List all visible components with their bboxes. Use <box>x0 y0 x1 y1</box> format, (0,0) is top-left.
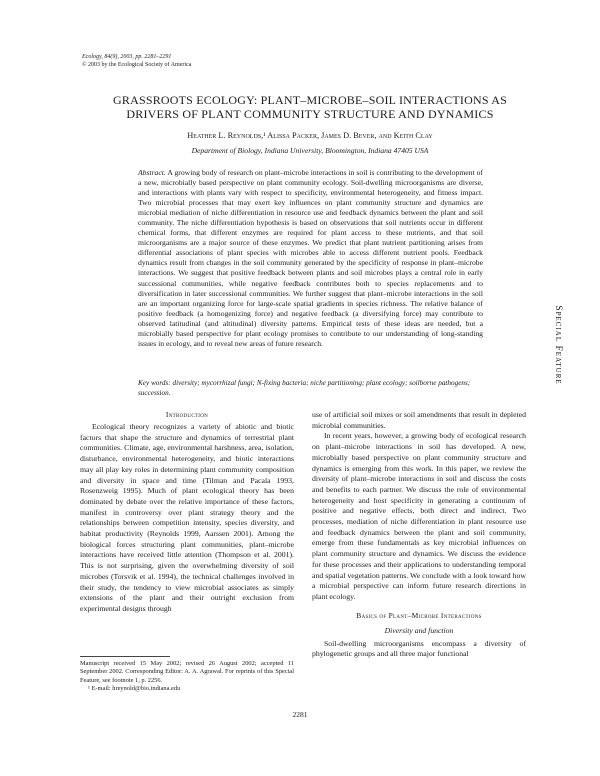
right-column <box>312 410 526 660</box>
journal-citation <box>82 54 191 69</box>
left-column <box>80 410 294 615</box>
page-number: 2281 <box>292 710 308 719</box>
basics-heading: Basics of Plant–Microbe Interactions <box>356 610 482 620</box>
footnote-rule <box>80 656 170 657</box>
recent-years-paragraph: In recent years, however, a growing body of ecological research on plant–microbe interactions in soil has developed. A new, microbially based perspective on plant community structure and dynamics is emerging from this work. In this paper, we review the diversity of plant–microbe interactions in soil and discuss the costs and benefits to each partner. We discuss the role of environmental heterogeneity and host specificity in generating a continuum of positive and negative effects, both direct and indirect. Two processes, mediation of niche differentiation in plant resource use and feedback dynamics between the plant and soil community, emerge from these fundamentals as key microbial influences on plant community structure and dynamics. We discuss the evidence for these processes and their applications to understanding temporal and spatial vegetation patterns. We conclude with a look toward how a microbial perspective can inform future research directions in plant ecology. <box>312 431 526 601</box>
article-title: GRASSROOTS ECOLOGY: PLANT–MICROBE–SOIL INTERACTIONS AS DRIVERS OF PLANT COMMUNITY STRUCTURE AND DYNAMICS <box>113 93 507 121</box>
footnotes <box>80 660 294 693</box>
keywords <box>138 379 483 398</box>
abstract-label: Abstract. <box>138 168 166 177</box>
continued-paragraph: use of artificial soil mixes or soil amendments that result in depleted microbial communities. <box>312 410 526 430</box>
intro-paragraph: Ecological theory recognizes a variety of abiotic and biotic factors that shape the structure and dynamics of terrestrial plant communities. Climate, age, environmental harshness, area, isolation, disturbance, environmental heterogeneity, and biotic interactions may all play key roles in determining plant community composition and diversity in space and time (Tilman and Pacala 1993, Rosenzweig 1995). Much of plant ecological theory has been dominated by debate over the relative importance of these factors, manifest in controversy over plant strategy theory and the relationships between competition intensity, species diversity, and habitat productivity (Reynolds 1999, Aarssen 2001). Among the biological forces structuring plant communities, plant–microbe interactions have received little attention (Thompson et al. 2001). This is not surprising, given the overwhelming diversity of soil microbes (Torsvik et al. 1994), the technical challenges involved in their study, the tendency to view microbial associates as simply extensions of the plant and their outright exclusion from experimental designs through <box>80 422 294 613</box>
introduction-heading: Introduction <box>165 410 209 419</box>
special-feature-side-label: Special Feature <box>553 305 563 385</box>
manuscript-footnote: Manuscript received 15 May 2002; revised 26 August 2002; accepted 11 September 2002. Corresponding Editor: A. A. Agrawal. For reprints of this Special Feature, see footnote 1, p. 2256. <box>80 660 294 684</box>
keywords-text: diversity; mycorrhizal fungi; N-fixing bacteria; niche partitioning; plant ecology; soilborne pathogens; succession. <box>138 379 471 397</box>
affiliation: Department of Biology, Indiana University, Bloomington, Indiana 47405 USA <box>191 146 429 155</box>
keywords-label: Key words: <box>138 379 171 387</box>
author-list: Heather L. Reynolds,¹ Alissa Packer, James D. Bever, and Keith Clay <box>187 131 433 140</box>
email-footnote: ¹ E-mail: hreynold@bio.indiana.edu <box>88 684 181 692</box>
journal-line-2: © 2003 by the Ecological Society of America <box>82 61 192 68</box>
journal-line-1: Ecology, 84(9), 2003, pp. 2281–2291 <box>82 54 172 60</box>
abstract <box>138 168 483 349</box>
soil-microbes-paragraph: Soil-dwelling microorganisms encompass a diversity of phylogenetic groups and all three major functional <box>312 638 526 659</box>
abstract-text: A growing body of research on plant–microbe interactions in soil is contributing to the development of a new, microbially based perspective on plant community ecology. Soil-dwelling microorganisms are diverse, and interactions with plants vary with respect to specificity, environmental heterogeneity, and fitness impact. Two microbial processes that may exert key influences on plant community structure and dynamics are microbial mediation of niche differentiation in resource use and feedback dynamics between the plant and soil community. The niche differentiation hypothesis is based on observations that soil nutrients occur in different chemical forms, that different enzymes are required for plant access to these nutrients, and that soil microorganisms are a major source of these enzymes. We predict that plant nutrient partitioning arises from differential associations of plant species with microbes able to access different nutrient pools. Feedback dynamics result from changes in the soil community generated by the specificity of response in plant–microbe interactions. We suggest that positive feedback between plants and soil microbes plays a central role in early successional communities, while negative feedback contributes both to species replacements and to diversification in later successional communities. We further suggest that plant–microbe interactions in the soil are an important organizing force for large-scale spatial gradients in species richness. The relative balance of positive feedback (a homogenizing force) and negative feedback (a diversifying force) may contribute to observed latitudinal (and altitudinal) diversity patterns. Empirical tests of these ideas are needed, but a microbially based perspective for plant ecology promises to contribute to our understanding of long-standing issues in ecology, and to reveal new areas of future research. <box>138 168 483 348</box>
diversity-subheading: Diversity and function <box>384 625 454 635</box>
